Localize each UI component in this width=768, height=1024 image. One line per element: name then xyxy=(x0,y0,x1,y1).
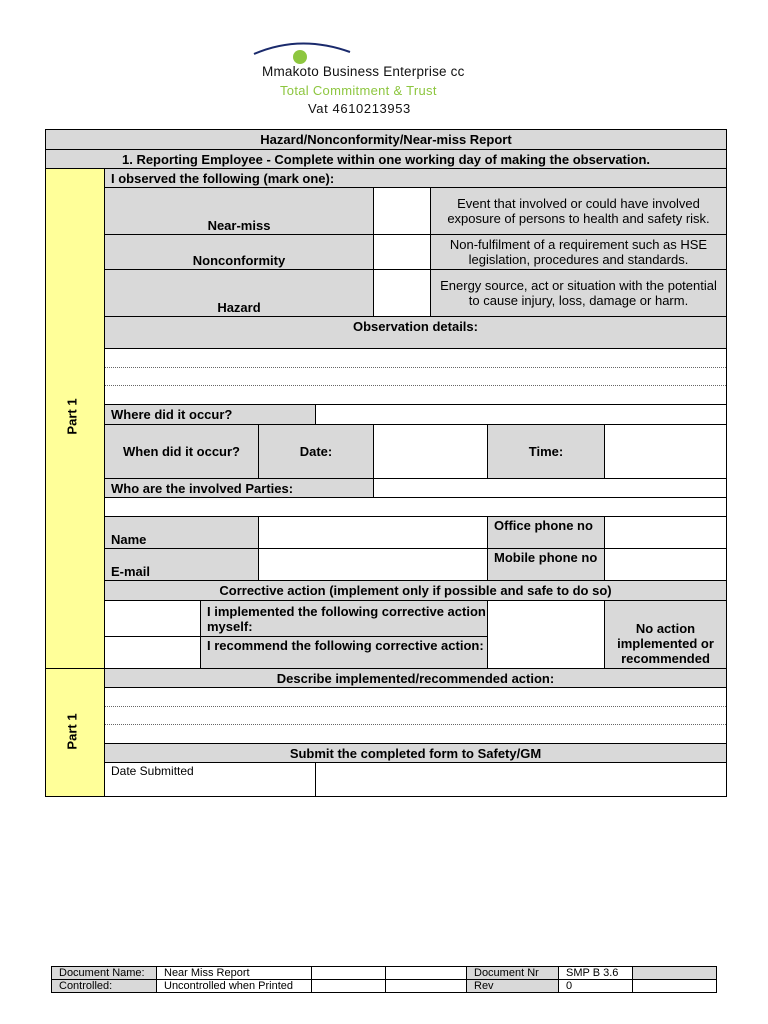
part-1-column xyxy=(45,168,105,669)
doc-name-label: Document Name: xyxy=(51,966,157,980)
name-field[interactable] xyxy=(258,516,488,549)
footer-blank xyxy=(311,979,386,993)
company-tagline: Total Commitment & Trust xyxy=(280,83,437,98)
observation-details-heading: Observation details: xyxy=(104,316,727,349)
rev-label: Rev xyxy=(466,979,559,993)
implemented-label: I implemented the following corrective action myself: xyxy=(200,600,488,637)
date-field[interactable] xyxy=(373,424,488,479)
doc-nr-label: Document Nr xyxy=(466,966,559,980)
part-1-column-lower xyxy=(45,668,105,797)
writing-line xyxy=(105,385,726,386)
form-title: Hazard/Nonconformity/Near-miss Report xyxy=(45,129,727,150)
nonconformity-checkbox[interactable] xyxy=(373,234,431,270)
no-action-checkbox[interactable] xyxy=(487,600,605,669)
hazard-checkbox[interactable] xyxy=(373,269,431,317)
nonconformity-description: Non-fulfilment of a requirement such as HSE legislation, procedures and standards. xyxy=(430,234,727,270)
describe-action-heading: Describe implemented/recommended action: xyxy=(104,668,727,688)
name-label: Name xyxy=(104,516,259,549)
rev-value: 0 xyxy=(558,979,633,993)
writing-line xyxy=(105,706,726,707)
footer-blank xyxy=(385,966,467,980)
near-miss-label: Near-miss xyxy=(104,187,374,235)
company-name: Mmakoto Business Enterprise cc xyxy=(262,64,465,79)
parties-label: Who are the involved Parties: xyxy=(104,478,374,498)
parties-field[interactable] xyxy=(373,478,727,498)
doc-name-value: Near Miss Report xyxy=(156,966,312,980)
time-label: Time: xyxy=(487,424,605,479)
no-action-label: No action implemented or recommended xyxy=(604,600,727,669)
parties-extra-field[interactable] xyxy=(104,497,727,517)
controlled-value: Uncontrolled when Printed xyxy=(156,979,312,993)
when-label: When did it occur? xyxy=(104,424,259,479)
controlled-label: Controlled: xyxy=(51,979,157,993)
mobile-phone-label: Mobile phone no xyxy=(487,548,605,581)
observed-prompt: I observed the following (mark one): xyxy=(104,168,727,188)
recommend-label: I recommend the following corrective action: xyxy=(200,636,488,669)
near-miss-checkbox[interactable] xyxy=(373,187,431,235)
writing-line xyxy=(105,724,726,725)
footer-blank xyxy=(632,979,717,993)
hazard-description: Energy source, act or situation with the potential to cause injury, loss, damage or harm. xyxy=(430,269,727,317)
section-heading: 1. Reporting Employee - Complete within one working day of making the observation. xyxy=(45,149,727,169)
implemented-checkbox[interactable] xyxy=(104,600,201,637)
email-field[interactable] xyxy=(258,548,488,581)
company-logo xyxy=(252,40,352,66)
footer-blank xyxy=(632,966,717,980)
time-field[interactable] xyxy=(604,424,727,479)
date-label: Date: xyxy=(258,424,374,479)
vat-number: Vat 4610213953 xyxy=(308,101,411,116)
hazard-label: Hazard xyxy=(104,269,374,317)
footer-blank xyxy=(385,979,467,993)
nonconformity-label: Nonconformity xyxy=(104,234,374,270)
submit-heading: Submit the completed form to Safety/GM xyxy=(104,743,727,763)
doc-nr-value: SMP B 3.6 xyxy=(558,966,633,980)
where-label: Where did it occur? xyxy=(104,404,316,425)
writing-line xyxy=(105,367,726,368)
mobile-phone-field[interactable] xyxy=(604,548,727,581)
footer-blank xyxy=(311,966,386,980)
recommend-checkbox[interactable] xyxy=(104,636,201,669)
describe-action-field[interactable] xyxy=(104,687,727,744)
email-label: E-mail xyxy=(104,548,259,581)
where-field[interactable] xyxy=(315,404,727,425)
office-phone-label: Office phone no xyxy=(487,516,605,549)
part-label: Part 1 xyxy=(64,398,80,435)
near-miss-description: Event that involved or could have involved exposure of persons to health and safety risk. xyxy=(430,187,727,235)
office-phone-field[interactable] xyxy=(604,516,727,549)
part-label: Part 1 xyxy=(64,713,80,750)
observation-details-field[interactable] xyxy=(104,348,727,405)
date-submitted-field[interactable] xyxy=(315,762,727,797)
corrective-action-heading: Corrective action (implement only if possible and safe to do so) xyxy=(104,580,727,601)
date-submitted-label: Date Submitted xyxy=(104,762,316,797)
